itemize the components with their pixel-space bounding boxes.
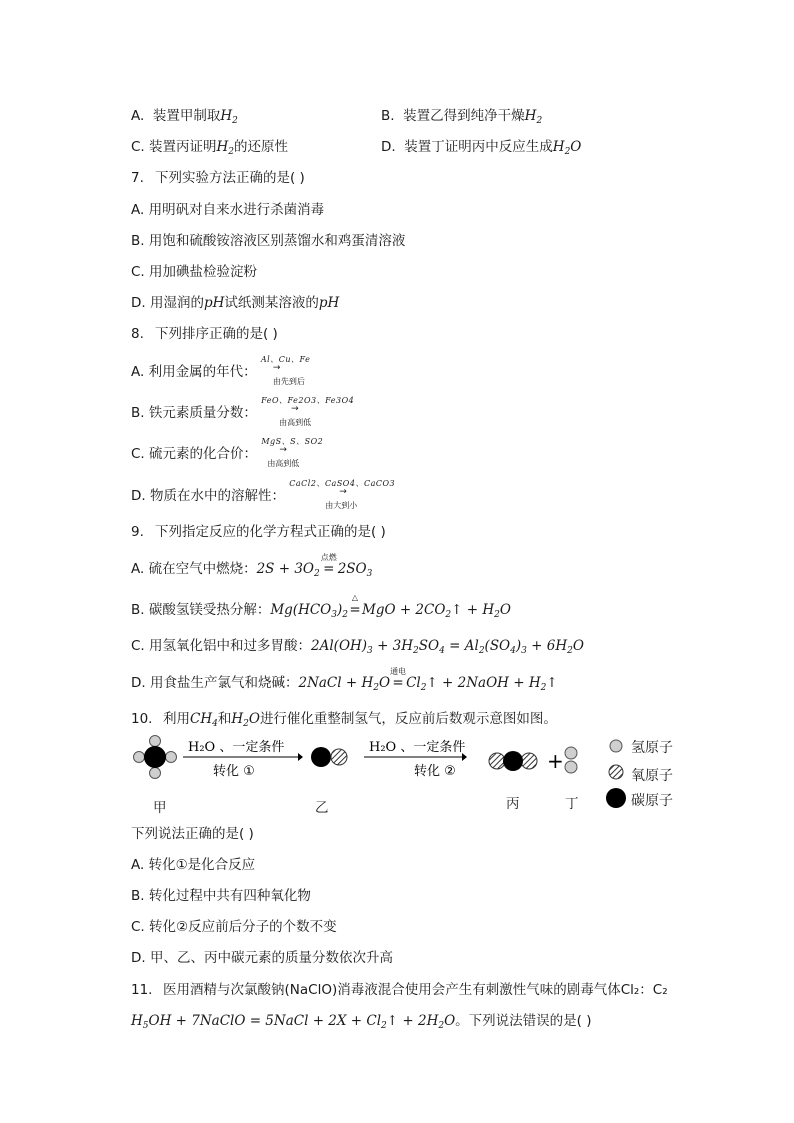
legend-carbon-symbol: [606, 788, 626, 808]
molecule-bing-co2: [489, 751, 537, 771]
q11-stem: 11. 医用酒精与次氯酸钠(NaClO)消毒液混合使用会产生有刺激性气味的剧毒气体Cl₂：C₂: [131, 982, 668, 998]
molecule-jia-ch4: [134, 736, 177, 779]
q10-option-c[interactable]: C. 转化②反应前后分子的个数不变: [131, 919, 337, 935]
legend-oxygen-symbol: [609, 765, 623, 779]
q7-option-c[interactable]: C. 用加碘盐检验淀粉: [131, 264, 258, 280]
arrow-conversion-1: [183, 740, 303, 779]
legend-hydrogen-label: 氢原子: [631, 740, 673, 756]
q10-option-d[interactable]: D. 甲、乙、丙中碳元素的质量分数依次升高: [131, 950, 393, 966]
legend-carbon-label: 碳原子: [631, 793, 673, 809]
arrow1-bottom-label: 转化 ①: [213, 764, 255, 779]
q8-d-order: CaCl2、CaSO4、CaCO3 → 由大到小: [289, 479, 396, 510]
plus-sign: +: [547, 749, 564, 773]
q8-option-c[interactable]: C. 硫元素的化合价： MgS、S、SO2 → 由高到低: [131, 442, 381, 462]
q10-reaction-diagram: [131, 733, 691, 813]
q8-a-order: Al、Cu、Fe → 由先到后: [260, 355, 311, 386]
q7-option-b[interactable]: B. 用饱和硫酸铵溶液区别蒸馏水和鸡蛋清溶液: [131, 233, 406, 249]
arrow2-bottom-label: 转化 ②: [414, 764, 456, 779]
q6-option-c[interactable]: C. 装置丙证明$H_2$的还原性: [131, 139, 289, 157]
q7-option-d[interactable]: D. 用湿润的pH试纸测某溶液的pH: [131, 295, 340, 311]
q7-stem: 7. 下列实验方法正确的是( ): [131, 170, 305, 186]
arrow-conversion-2: [364, 740, 467, 779]
q8-option-a[interactable]: A. 利用金属的年代： Al、Cu、Fe → 由先到后: [131, 360, 381, 380]
q11-equation-line: $H_5OH$ + 7NaClO = 5NaCl + $2X + Cl_2↑ + 2H_2O$。下列说法错误的是( ): [131, 1013, 592, 1031]
q8-b-order: FeO、Fe2O3、Fe3O4 → 由高到低: [261, 396, 355, 427]
q9-option-b[interactable]: B. 碳酸氢镁受热分解：$Mg(HCO_3)_2=$ △ MgO + $2CO_2↑ + H_2O$: [131, 593, 511, 620]
label-ding: 丁: [565, 796, 579, 812]
legend-hydrogen-symbol: [610, 740, 622, 752]
molecule-yi-co: [311, 747, 347, 767]
legend-oxygen-label: 氧原子: [631, 768, 673, 784]
q10-option-a[interactable]: A. 转化①是化合反应: [131, 857, 256, 873]
q9-option-a[interactable]: A. 硫在空气中燃烧：$2S + 3O_2$ = 点燃 $2SO_3$: [131, 553, 373, 579]
q8-option-b[interactable]: B. 铁元素质量分数： FeO、Fe2O3、Fe3O4 → 由高到低: [131, 401, 381, 421]
arrow2-top-label: H₂O 、一定条件: [369, 740, 466, 755]
q6-option-b[interactable]: B. 装置乙得到纯净干燥$H_2$: [381, 108, 543, 126]
q9-stem: 9. 下列指定反应的化学方程式正确的是( ): [131, 524, 386, 540]
q9-option-d[interactable]: D. 用食盐生产氯气和烧碱：2NaCl + $H_2O$ = 通电 $Cl_2↑$ + 2NaOH + $H_2↑$: [131, 667, 558, 693]
q7-option-a[interactable]: A. 用明矾对自来水进行杀菌消毒: [131, 202, 325, 218]
arrow1-top-label: H₂O 、一定条件: [188, 740, 285, 755]
q6-option-a[interactable]: A. 装置甲制取$H_2$: [131, 108, 238, 126]
label-jia: 甲: [153, 800, 167, 816]
q6-option-d[interactable]: D. 装置丁证明丙中反应生成$H_2O$: [381, 139, 582, 157]
q10-question: 下列说法正确的是( ): [131, 826, 254, 842]
q8-c-order: MgS、S、SO2 → 由高到低: [261, 437, 324, 468]
molecule-ding-h2: [565, 747, 577, 773]
label-yi: 乙: [315, 800, 329, 816]
label-bing: 丙: [506, 796, 520, 812]
q9-option-c[interactable]: C. 用氢氧化铝中和过多胃酸：$2Al(OH)_3 + 3H_2SO_4 = Al_2(SO_4)_3 + 6H_2O$: [131, 638, 584, 656]
q8-option-d[interactable]: D. 物质在水中的溶解性： CaCl2、CaSO4、CaCO3 → 由大到小: [131, 484, 409, 504]
q10-option-b[interactable]: B. 转化过程中共有四种氧化物: [131, 888, 311, 904]
q10-stem: 10. 利用$CH_4$和$H_2O$进行催化重整制氢气，反应前后数观示意图如图。: [131, 711, 557, 729]
q8-stem: 8. 下列排序正确的是( ): [131, 326, 278, 342]
q6-option-row-1: [131, 104, 238, 124]
